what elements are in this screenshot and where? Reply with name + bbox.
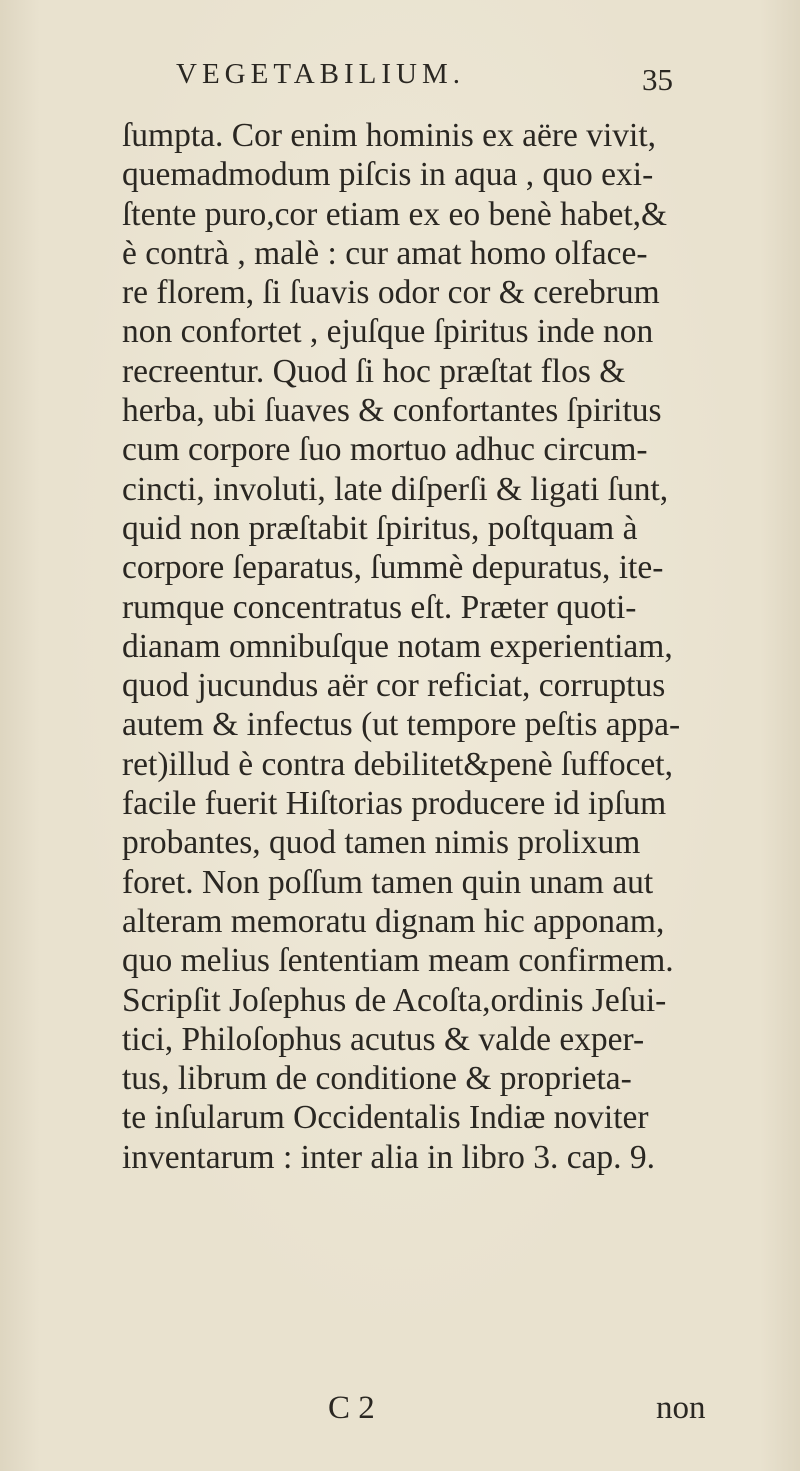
text-line: ſtente puro,cor etiam ex eo benè habet,& [122,195,668,233]
page-footer [0,1388,800,1428]
text-line: re florem, ſi ſuavis odor cor & cerebrum [122,274,660,312]
text-line: herba, ubi ſuaves & confortantes ſpiritus [122,392,662,430]
text-line: quod jucundus aër cor reficiat, corruptus [122,667,666,705]
text-line: quid non præſtabit ſpiritus, poſtquam à [122,509,638,547]
text-line: autem & infectus (ut tempore peſtis appa- [122,706,681,744]
catchword: non [656,1390,706,1426]
signature-mark: C 2 [328,1390,375,1426]
text-line: te inſularum Occidentalis Indiæ noviter [122,1099,649,1137]
text-line: dianam omnibuſque notam experientiam, [122,627,673,665]
body-text [122,116,782,1177]
text-line: corpore ſeparatus, ſummè depuratus, ite- [122,549,664,587]
page-number: 35 [642,62,673,97]
text-line: alteram memoratu dignam hic apponam, [122,902,665,940]
text-line: cincti, involuti, late diſperſi & ligati ſunt, [122,470,669,508]
text-line: quemadmodum piſcis in aqua , quo exi- [122,156,654,194]
text-line: ſumpta. Cor enim hominis ex aëre vivit, [122,117,657,154]
running-head [176,58,696,102]
text-line: non confortet , ejuſque ſpiritus inde non [122,313,654,351]
text-line: tus, librum de conditione & proprieta- [122,1060,632,1098]
text-line: è contrà , malè : cur amat homo olface- [122,234,648,272]
text-line: facile fuerit Hiſtorias producere id ipſum [122,785,667,823]
running-head-title: VEGETABILIUM. [176,58,465,90]
text-line: recreentur. Quod ſi hoc præſtat flos & [122,352,626,390]
text-line: probantes, quod tamen nimis prolixum [122,824,641,862]
text-line: tici, Philoſophus acutus & valde exper- [122,1020,645,1058]
text-line: quo melius ſententiam meam confirmem. [122,942,674,980]
text-line: ret)illud è contra debilitet&penè ſuffocet, [122,745,673,783]
text-line: cum corpore ſuo mortuo adhuc circum- [122,431,648,469]
text-line: inventarum : inter alia in libro 3. cap. 9. [122,1138,656,1176]
text-line: foret. Non poſſum tamen quin unam aut [122,863,654,901]
text-line: rumque concentratus eſt. Præter quoti- [122,588,637,626]
text-line: Scripſit Joſephus de Acoſta,ordinis Jeſui- [122,981,667,1019]
